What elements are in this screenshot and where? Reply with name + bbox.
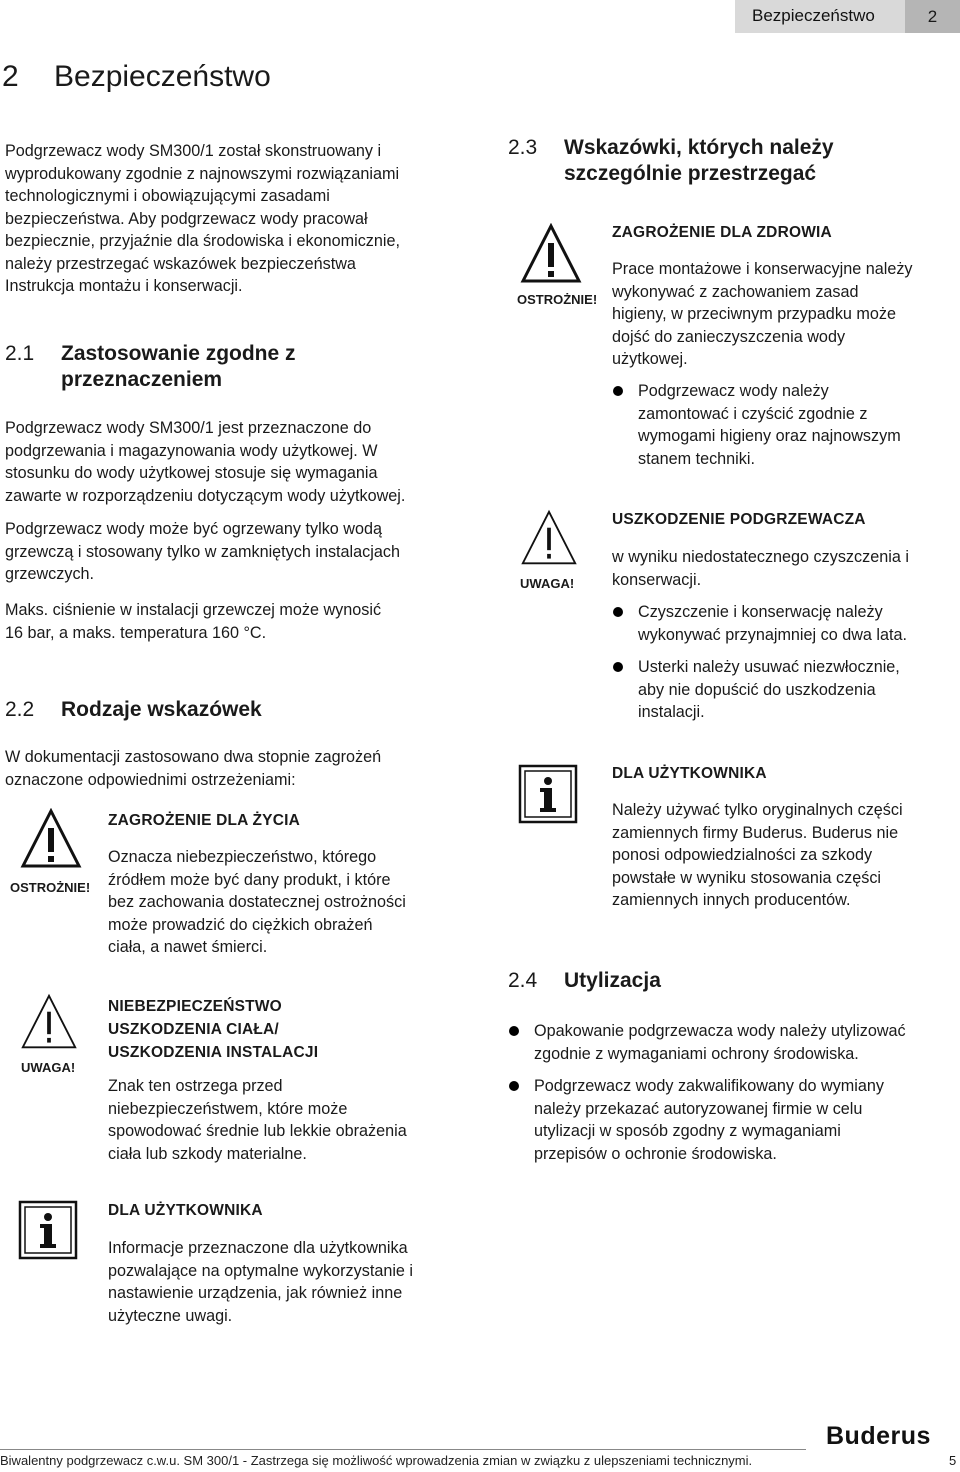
intro-line: bezpieczeństwa. Aby podgrzewacz wody pracował: [5, 209, 368, 228]
text-line: 16 bar, a maks. temperatura 160 °C.: [5, 623, 267, 642]
text-line: Podgrzewacz wody należy: [638, 382, 829, 400]
intro-line: technologicznymi i obowiązującymi zasadami: [5, 187, 330, 205]
warning-triangle-icon: [520, 223, 582, 285]
text-line: utylizacji w sposób zgodny z wymaganiami: [534, 1122, 841, 1140]
bullet-dot-icon: [613, 607, 623, 617]
section-2-1-para1: [5, 417, 475, 507]
bullet-dot-icon: [613, 386, 623, 396]
warning-label: UWAGA!: [21, 1060, 76, 1075]
intro-paragraph: [5, 140, 475, 298]
text-line: Opakowanie podgrzewacza wody należy utylizować: [534, 1022, 906, 1040]
section-number: 2.4: [508, 969, 538, 992]
warning-heading: [108, 995, 318, 1064]
section-2-1-para3: [5, 599, 475, 644]
text-line: zamontować i czyścić zgodnie z: [638, 404, 868, 423]
info-icon: [518, 764, 578, 824]
text-line: ciała lub szkody materialne.: [108, 1144, 307, 1163]
heading-line: USZKODZENIA CIAŁA/: [108, 1021, 279, 1038]
text-line: może prowadzić do ciężkich obrażeń: [108, 915, 373, 934]
section-number: 2.2: [5, 698, 35, 721]
header-title: Bezpieczeństwo: [752, 6, 875, 25]
text-line: higieny, w przeciwnym przypadku może: [612, 305, 896, 323]
text-line: użytkowej.: [612, 350, 688, 368]
chapter-number: 2: [2, 60, 19, 93]
section-2-4-heading: [508, 968, 661, 994]
text-line: zgodnie z wymaganiami ochrony środowiska.: [534, 1044, 859, 1063]
bullet-item: [612, 656, 960, 724]
text-line: zawarte w rozporządzeniu dotyczącym wody użytkowej.: [5, 486, 406, 505]
warning-text: [612, 258, 957, 371]
text-line: Należy używać tylko oryginalnych części: [612, 801, 903, 819]
intro-line: należy przestrzegać wskazówek bezpieczeństwa: [5, 254, 356, 273]
info-text: [108, 1237, 468, 1327]
bullet-item: [612, 601, 960, 646]
intro-line: wyprodukowany zgodnie z najnowszymi rozwiązaniami: [5, 164, 400, 183]
bullet-item: [508, 1075, 960, 1165]
text-line: instalacji.: [638, 703, 705, 721]
warning-text: [108, 1075, 468, 1165]
text-line: grzewczych.: [5, 565, 95, 583]
text-line: należy przekazać autoryzowanej firmie w celu: [534, 1099, 863, 1118]
section-2-2-intro: [5, 746, 475, 791]
section-2-1-para2: [5, 518, 475, 586]
text-line: Maks. ciśnienie w instalacji grzewczej może wynosić: [5, 601, 382, 619]
section-number: 2.1: [5, 342, 35, 365]
text-line: Podgrzewacz wody zakwalifikowany do wymiany: [534, 1077, 884, 1095]
text-line: ciała, a nawet śmierci.: [108, 938, 268, 956]
text-line: powstałe w wyniku stosowania części: [612, 868, 882, 887]
brand-logo: Buderus: [826, 1422, 931, 1450]
warning-triangle-icon: [20, 993, 78, 1051]
heading-line: NIEBEZPIECZEŃSTWO: [108, 998, 282, 1015]
text-line: Usterki należy usuwać niezwłocznie,: [638, 658, 900, 676]
footer-text: Biwalentny podgrzewacz c.w.u. SM 300/1 - Zastrzega się możliwość wprowadzenia zmian w związku z ulepszeniami technicznymi.: [0, 1453, 753, 1468]
text-line: dojść do zanieczyszczenia wody: [612, 327, 846, 346]
text-line: wykonywać z zachowaniem zasad: [612, 282, 859, 301]
warning-label: UWAGA!: [520, 576, 575, 591]
bullet-dot-icon: [613, 662, 623, 672]
text-line: wykonywać przynajmniej co dwa lata.: [638, 625, 908, 644]
section-title-line: Zastosowanie zgodne z: [61, 342, 296, 365]
text-line: bez zachowania dostatecznej ostrożności: [108, 893, 406, 911]
text-line: niebezpieczeństwem, które może: [108, 1099, 348, 1118]
intro-line: Podgrzewacz wody SM300/1 został skonstruowany i: [5, 142, 382, 160]
text-line: W dokumentacji zastosowano dwa stopnie zagrożeń: [5, 748, 382, 766]
warning-text: [612, 546, 957, 591]
text-line: grzewczą i stosowany tylko w zamkniętych instalacjach: [5, 542, 400, 561]
bullet-item: [508, 1020, 960, 1065]
info-text: [612, 799, 957, 912]
bullet-dot-icon: [509, 1081, 519, 1091]
section-number: 2.3: [508, 136, 538, 159]
text-line: Podgrzewacz wody SM300/1 jest przeznaczone do: [5, 419, 372, 437]
header-chapter-number: 2: [905, 0, 960, 33]
bullet-item: [612, 380, 960, 470]
warning-triangle-icon: [20, 808, 82, 870]
section-title-line: szczególnie przestrzegać: [564, 162, 817, 185]
text-line: Znak ten ostrzega przed: [108, 1077, 283, 1095]
text-line: ponosi odpowiedzialności za szkody: [612, 846, 873, 864]
warning-triangle-icon: [520, 509, 578, 567]
text-line: użyteczne uwagi.: [108, 1306, 233, 1325]
text-line: aby nie dopuścić do uszkodzenia: [638, 680, 876, 699]
warning-text: [108, 846, 468, 959]
section-2-3-heading: [508, 135, 834, 187]
text-line: Informacje przeznaczone dla użytkownika: [108, 1239, 408, 1257]
text-line: źródłem może być dany produkt, i które: [108, 870, 391, 889]
text-line: pozwalające na optymalne wykorzystanie i: [108, 1261, 414, 1280]
text-line: konserwacji.: [612, 570, 702, 589]
intro-line: bezpiecznie, przyjaźnie dla środowiska i ekonomicznie,: [5, 232, 400, 250]
text-line: Prace montażowe i konserwacyjne należy: [612, 260, 913, 278]
text-line: Podgrzewacz wody może być ogrzewany tylko wodą: [5, 520, 382, 538]
text-line: zamiennych firmy Buderus. Buderus nie: [612, 823, 899, 842]
section-title-line: Wskazówki, których należy: [564, 136, 834, 159]
warning-label: OSTROŻNIE!: [10, 880, 91, 895]
section-title: Rodzaje wskazówek: [61, 698, 262, 721]
text-line: Czyszczenie i konserwację należy: [638, 603, 883, 621]
info-icon: [18, 1200, 78, 1260]
text-line: wymogami higieny oraz najnowszym: [638, 427, 901, 445]
text-line: zamiennych innych producentów.: [612, 891, 851, 909]
intro-line: Instrukcja montażu i konserwacji.: [5, 277, 243, 295]
text-line: oznaczone odpowiednimi ostrzeżeniami:: [5, 770, 296, 789]
warning-heading: ZAGROŻENIE DLA ZDROWIA: [612, 224, 832, 241]
text-line: spowodować średnie lub lekkie obrażenia: [108, 1122, 407, 1140]
section-title: Utylizacja: [564, 969, 661, 992]
heading-line: USZKODZENIA INSTALACJI: [108, 1044, 319, 1061]
text-line: nastawienie urządzenia, jak również inne: [108, 1284, 403, 1302]
chapter-title: [2, 60, 271, 94]
info-heading: DLA UŻYTKOWNIKA: [108, 1202, 263, 1219]
text-line: stanem techniki.: [638, 449, 755, 468]
chapter-title-text: Bezpieczeństwo: [54, 60, 271, 93]
section-2-2-heading: [5, 697, 262, 723]
footer-divider: [0, 1449, 806, 1450]
text-line: stosunku do wody użytkowej stosuje się wymagania: [5, 464, 378, 482]
text-line: w wyniku niedostatecznego czyszczenia i: [612, 548, 909, 566]
text-line: podgrzewania i magazynowania wody użytkowej. W: [5, 441, 378, 460]
section-title-line: przeznaczeniem: [61, 368, 223, 391]
info-heading: DLA UŻYTKOWNIKA: [612, 765, 767, 782]
page-number: 5: [949, 1453, 957, 1468]
warning-heading: ZAGROŻENIE DLA ŻYCIA: [108, 812, 301, 829]
section-2-1-heading: [5, 341, 296, 393]
bullet-dot-icon: [509, 1026, 519, 1036]
text-line: przepisów o ochronie środowiska.: [534, 1144, 777, 1163]
text-line: Oznacza niebezpieczeństwo, którego: [108, 848, 377, 866]
warning-heading: USZKODZENIE PODGRZEWACZA: [612, 511, 866, 528]
warning-label: OSTROŻNIE!: [517, 292, 598, 307]
